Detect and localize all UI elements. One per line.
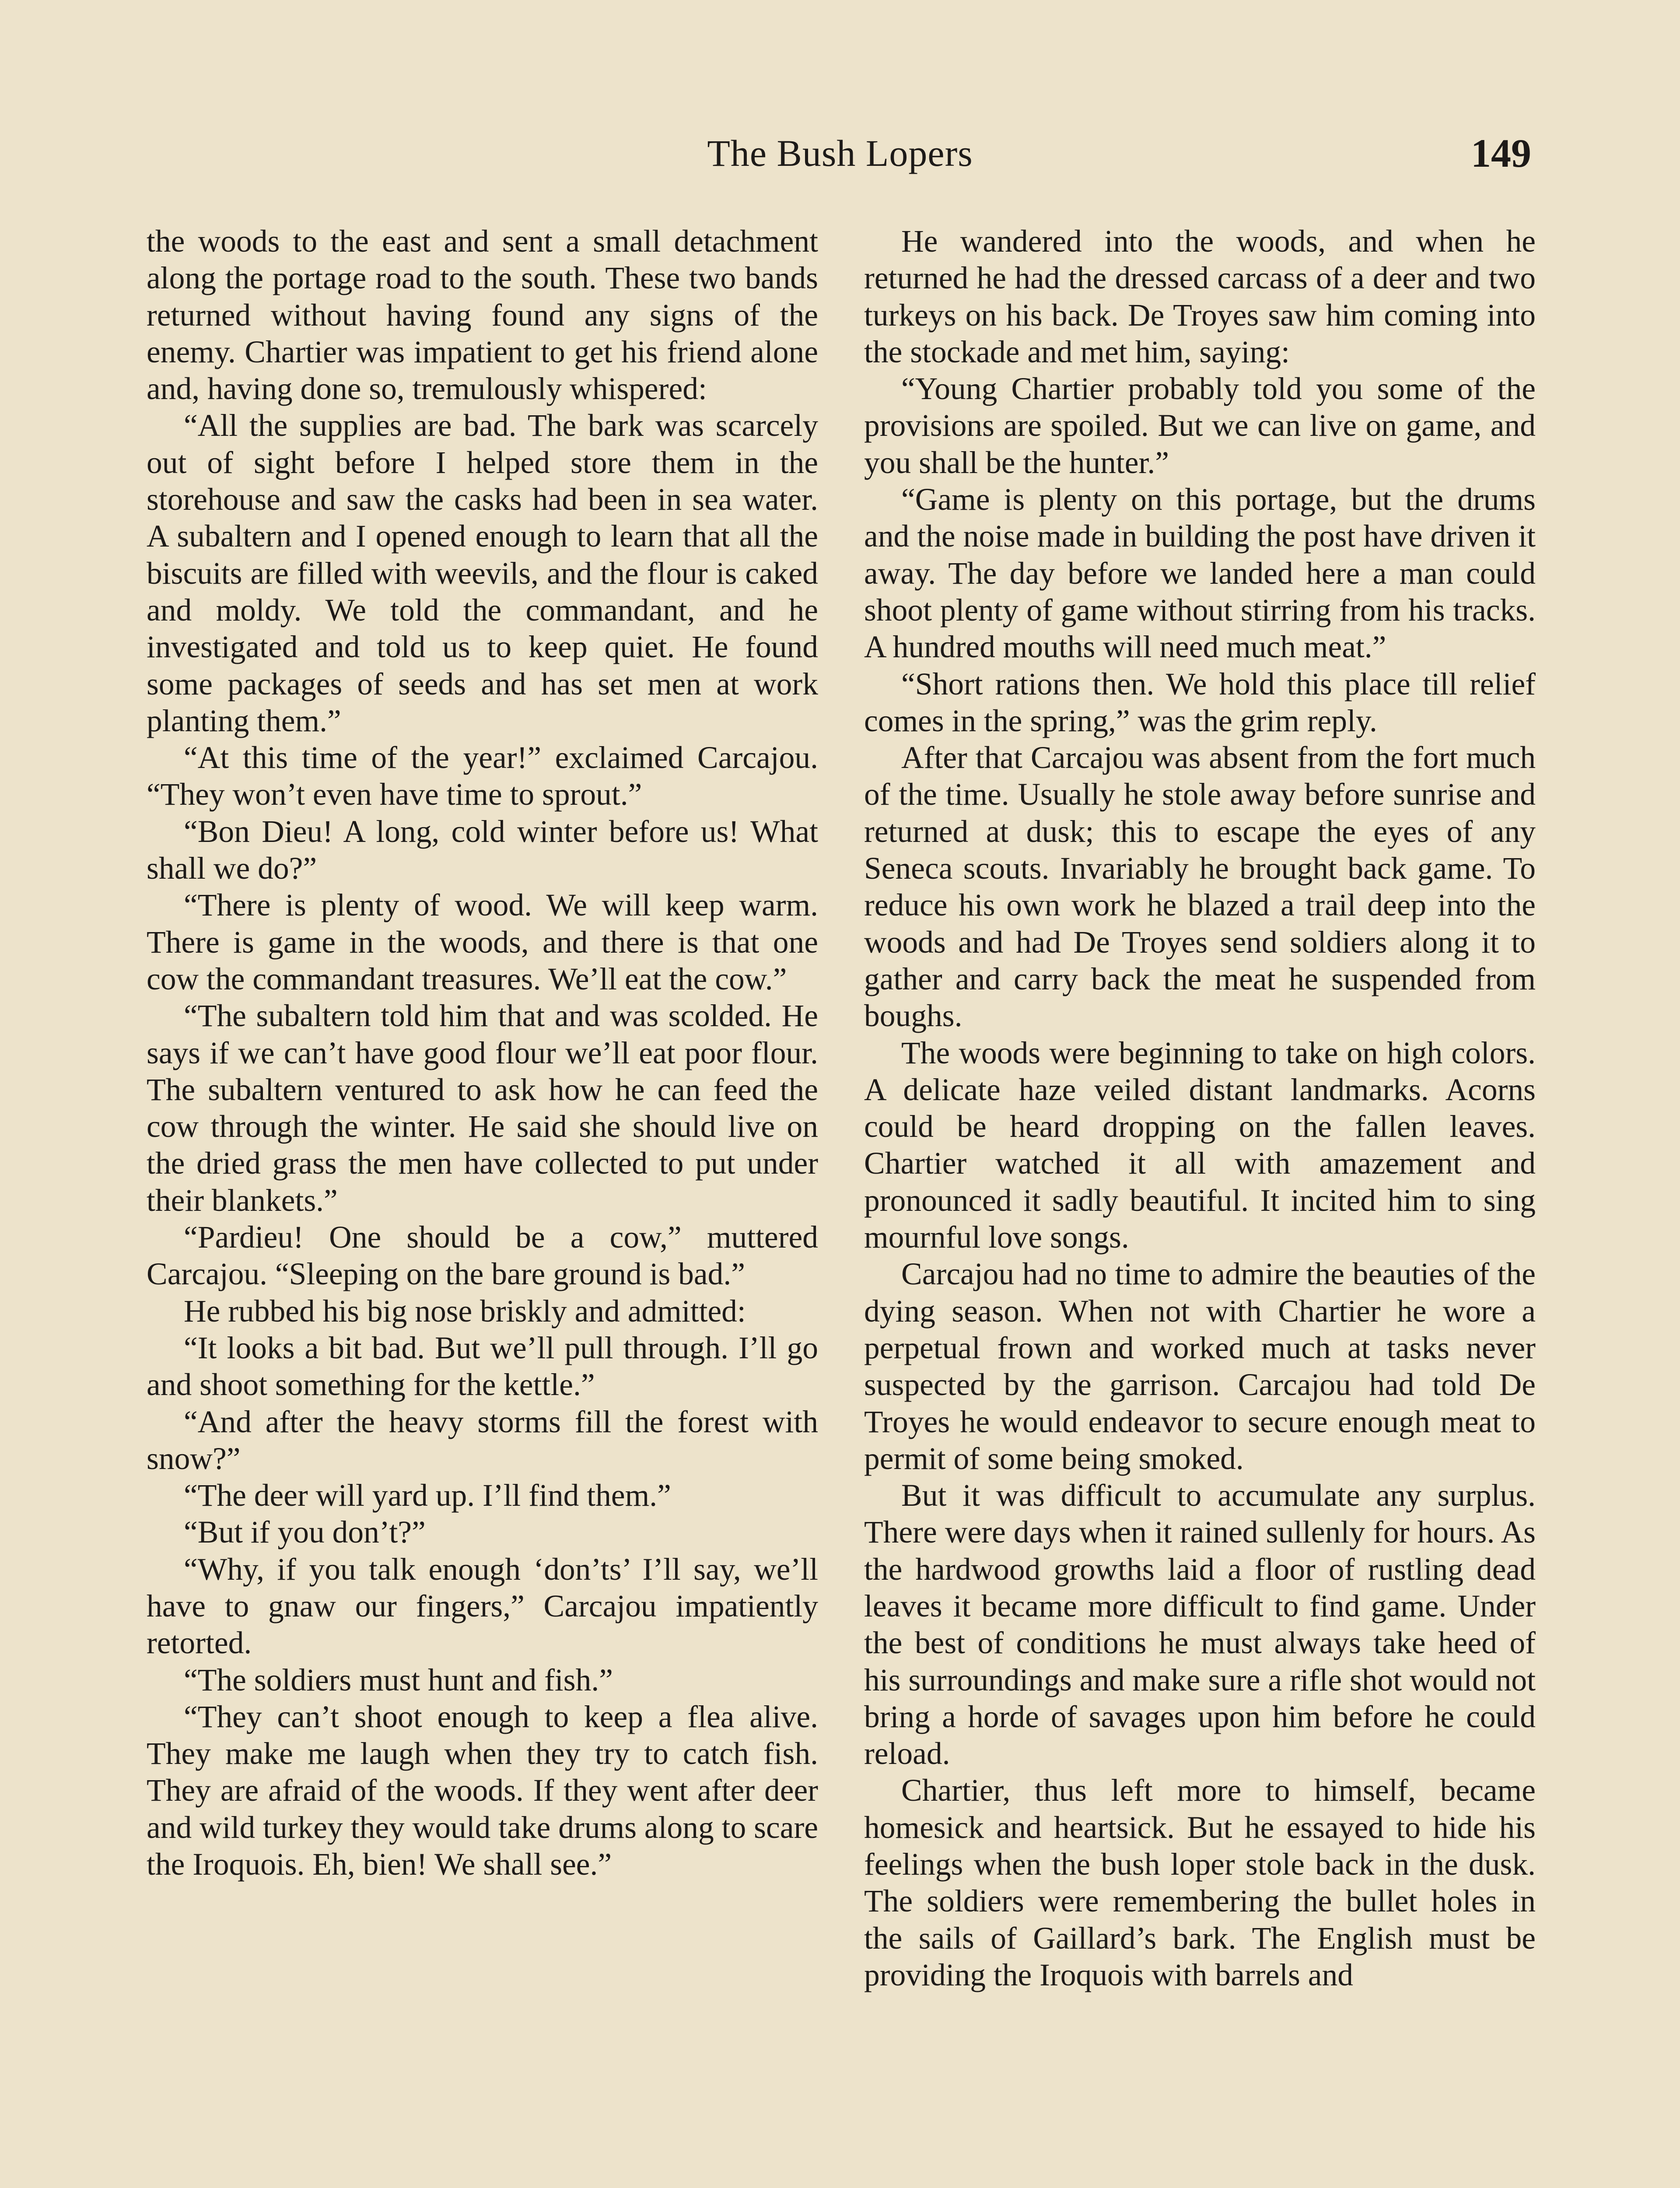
paragraph: After that Carcajou was absent from the fort much of the time. Usually he stole away before sunrise and returned at dusk; this to escape the eyes of any Seneca scouts. Invariably he brought back game. To reduce his own work he blazed a trail deep into the woods and had De Troyes send soldiers along it to gather and carry back the meat he suspended from boughs. — [864, 740, 1536, 1034]
running-title: The Bush Lopers — [707, 132, 973, 174]
paragraph: “At this time of the year!” exclaimed Carcajou. “They won’t even have time to sprout.” — [147, 740, 818, 812]
paragraph: He rubbed his big nose briskly and admitted: — [184, 1294, 746, 1329]
paragraph: the woods to the east and sent a small detachment along the portage road to the south. These two bands returned without having found any signs of the enemy. Chartier was impatient to get his friend alone and, having done so, tremulously whispered: — [147, 224, 818, 407]
paragraph: “Why, if you talk enough ‘don’ts’ I’ll say, we’ll have to gnaw our fingers,” Carcajou impatiently retorted. — [147, 1552, 818, 1661]
page-number: 149 — [1471, 131, 1531, 175]
paragraph: “They can’t shoot enough to keep a flea alive. They make me laugh when they try to catch fish. They are afraid of the woods. If they went after deer and wild turkey they would take drums along to scare the Iroquois. Eh, bien! We shall see.” — [147, 1699, 818, 1882]
paragraph: “Bon Dieu! A long, cold winter before us! What shall we do?” — [147, 814, 818, 886]
paragraph: “It looks a bit bad. But we’ll pull through. I’ll go and shoot something for the kettle.” — [147, 1330, 818, 1403]
paragraph: “But if you don’t?” — [184, 1515, 426, 1550]
paragraph: The woods were beginning to take on high colors. A delicate haze veiled distant landmarks. Acorns could be heard dropping on the fallen leaves. Chartier watched it all with amazement and pronounced it sadly beautiful. It incited him to sing mournful love songs. — [864, 1035, 1536, 1255]
page-header — [0, 127, 1680, 179]
paragraph: “Short rations then. We hold this place till relief comes in the spring,” was the grim reply. — [864, 666, 1536, 738]
paragraph: “All the supplies are bad. The bark was scarcely out of sight before I helped store them in the storehouse and saw the casks had been in sea water. A subaltern and I opened enough to learn that all the biscuits are filled with weevils, and the flour is caked and moldy. We told the commandant, and he investigated and told us to keep quiet. He found some packages of seeds and has set men at work planting them.” — [147, 408, 818, 738]
paragraph: “The deer will yard up. I’ll find them.” — [184, 1478, 671, 1513]
paragraph: “And after the heavy storms fill the forest with snow?” — [147, 1404, 818, 1476]
paragraph: “Young Chartier probably told you some of the provisions are spoiled. But we can live on game, and you shall be the hunter.” — [864, 372, 1536, 480]
paragraph: “There is plenty of wood. We will keep warm. There is game in the woods, and there is that one cow the commandant treasures. We’ll eat the cow.” — [147, 888, 818, 996]
paragraph: “The subaltern told him that and was scolded. He says if we can’t have good flour we’ll eat poor flour. The subaltern ventured to ask how he can feed the cow through the winter. He said she should live on the dried grass the men have collected to put under their blankets.” — [147, 999, 818, 1218]
paragraph: Carcajou had no time to admire the beauties of the dying season. When not with Chartier he wore a perpetual frown and worked much at tasks never suspected by the garrison. Carcajou had told De Troyes he would endeavor to secure enough meat to permit of some being smoked. — [864, 1257, 1536, 1476]
paragraph: “Pardieu! One should be a cow,” muttered Carcajou. “Sleeping on the bare ground is bad.” — [147, 1220, 818, 1292]
left-column — [147, 223, 818, 1883]
paragraph: “The soldiers must hunt and fish.” — [184, 1662, 613, 1697]
paragraph: “Game is plenty on this portage, but the drums and the noise made in building the post have driven it away. The day before we landed here a man could shoot plenty of game without stirring from his tracks. A hundred mouths will need much meat.” — [864, 482, 1536, 665]
paragraph: Chartier, thus left more to himself, became homesick and heartsick. But he essayed to hide his feelings when the bush loper stole back in the dusk. The soldiers were remembering the bullet holes in the sails of Gaillard’s bark. The English must be providing the Iroquois with barrels and — [864, 1773, 1536, 1992]
paragraph: But it was difficult to accumulate any surplus. There were days when it rained sullenly for hours. As the hardwood growths laid a floor of rustling dead leaves it became more difficult to find game. Under the best of conditions he must always take heed of his surroundings and make sure a rifle shot would not bring a horde of savages upon him before he could reload. — [864, 1478, 1536, 1771]
paragraph: He wandered into the woods, and when he returned he had the dressed carcass of a deer and two turkeys on his back. De Troyes saw him coming into the stockade and met him, saying: — [864, 224, 1536, 369]
right-column — [864, 223, 1536, 1994]
